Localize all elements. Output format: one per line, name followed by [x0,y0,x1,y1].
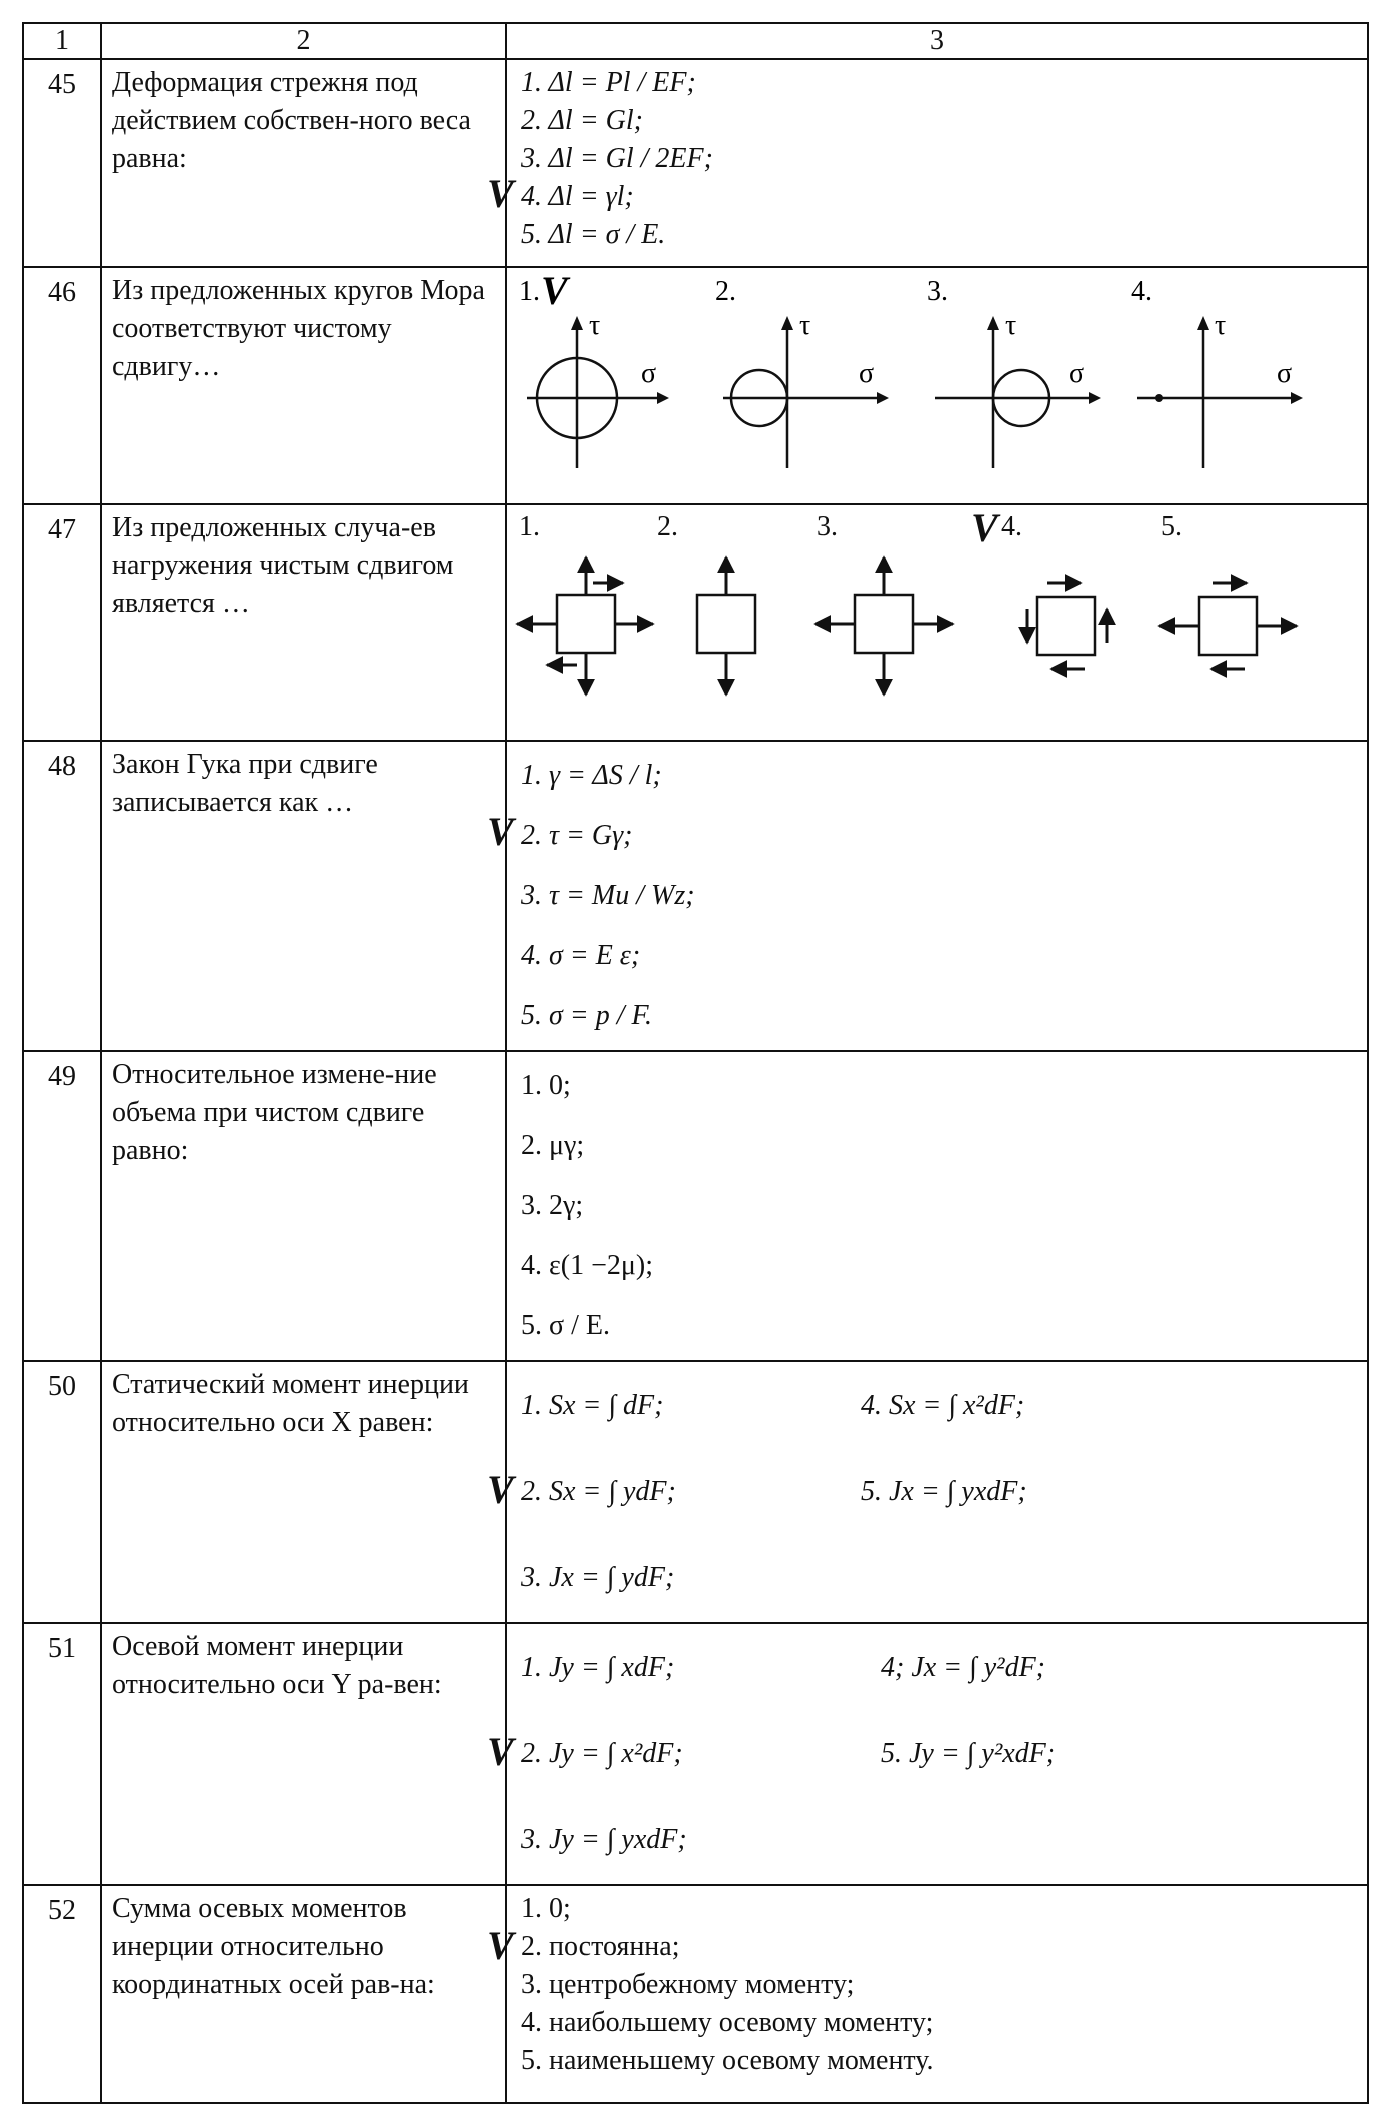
option: 4. Sx = ∫ x²dF; [861,1390,1025,1421]
option: 3. Δl = Gl / 2EF; [521,143,713,174]
options-grid [487,1366,1357,1618]
option: 5. наименьшему осевому моменту. [521,2045,934,2076]
header-row [23,23,1368,59]
header-col-1: 1 [23,23,101,59]
option: 3. Jx = ∫ ydF; [521,1562,675,1593]
question-text: Из предложенных случа-ев нагружения чистым сдвигом является … [101,504,506,741]
table-row [23,267,1368,504]
answer-options [487,741,1368,1051]
question-number: 46 [23,267,101,504]
table-row [23,1051,1368,1361]
check-mark: V [541,268,568,313]
option-label: 5. [1161,511,1182,542]
option: 2. Δl = Gl; [521,105,643,136]
option: 5. Jx = ∫ yxdF; [861,1476,1027,1507]
check-mark: V [971,505,998,550]
table-row [23,59,1368,267]
option-label: 4. [1131,276,1152,307]
option [487,1714,877,1794]
mohr-option-2 [715,276,889,468]
question-number: 48 [23,741,101,1051]
option: 4. наибольшему осевому моменту; [521,2007,934,2038]
sigma-label: σ [641,358,657,389]
option: 1. Jy = ∫ xdF; [521,1652,675,1683]
option [487,1923,1357,1968]
question-text: Осевой момент инерции относительно оси Y ра-вен: [101,1623,506,1885]
check-mark: V [487,171,514,216]
answer-options [487,59,1368,267]
question-text: Сумма осевых моментов инерции относительно координатных осей рав-на: [101,1885,506,2103]
option-text: 2. τ = Gγ; [521,820,633,851]
loading-case-5 [1159,583,1297,669]
sigma-label: σ [1277,358,1293,389]
check-mark: V [487,1467,514,1512]
question-number: 47 [23,504,101,741]
option: 1. 0; [521,1070,571,1101]
answer-options [487,1361,1368,1623]
option: 1. Δl = Pl / EF; [521,67,696,98]
loading-case-3 [815,557,953,695]
question-number: 52 [23,1885,101,2103]
sigma-label: σ [859,358,875,389]
question-number: 45 [23,59,101,267]
option-label: 4. [1001,511,1022,542]
tau-label: τ [1215,310,1227,341]
check-mark: V [487,1729,514,1774]
question-number: 51 [23,1623,101,1885]
option-label: 3. [927,276,948,307]
table-row [23,741,1368,1051]
option: 4. ε(1 −2μ); [521,1250,653,1281]
table-row [23,504,1368,741]
option-label: 3. [817,511,838,542]
option: 3. τ = Mu / Wz; [521,880,695,911]
question-number: 49 [23,1051,101,1361]
question-text: Из предложенных кругов Мора соответствуют чистому сдвигу… [101,267,506,504]
question-text: Статический момент инерции относительно оси X равен: [101,1361,506,1623]
loading-cases-figure [507,505,1365,729]
option-text: 2. Sx = ∫ ydF; [521,1476,676,1507]
table-row [23,1623,1368,1885]
option: 3. 2γ; [521,1190,584,1221]
option: 4. σ = E ε; [521,940,641,971]
option: 1. Sx = ∫ dF; [521,1390,664,1421]
option-label: 1. [519,511,540,542]
options-grid [487,1628,1357,1880]
tau-label: τ [589,310,601,341]
loading-case-4 [1027,583,1107,669]
loading-case-1 [517,557,653,695]
option: 4; Jx = ∫ y²dF; [881,1652,1045,1683]
option: 1. 0; [521,1893,571,1924]
option-text: 2. Jy = ∫ x²dF; [521,1738,683,1769]
answer-options [487,1885,1368,2103]
mohr-option-4 [1131,276,1303,468]
sigma-label: σ [1069,358,1085,389]
option: 3. центробежному моменту; [521,1969,855,2000]
check-mark: V [487,809,514,854]
header-col-3: 3 [506,23,1368,59]
header-col-2: 2 [101,23,506,59]
table-row [23,1361,1368,1623]
test-sheet [22,22,1369,2104]
question-text: Относительное измене-ние объема при чистом сдвиге равно: [101,1051,506,1361]
answer-options [506,1051,1368,1361]
option-label: 2. [657,511,678,542]
option-text: 4. Δl = γl; [521,181,634,212]
mohr-option-3 [927,276,1101,468]
mohr-option-1 [519,268,669,468]
mohr-circles-options [506,267,1368,504]
option [487,806,1357,866]
option: 2. μγ; [521,1130,585,1161]
option-text: 2. постоянна; [521,1931,680,1962]
option-label: 2. [715,276,736,307]
option: 5. σ / E. [521,1310,610,1341]
tau-label: τ [1005,310,1017,341]
mohr-circles-figure [507,268,1365,492]
table-row [23,1885,1368,2103]
loading-cases-options [506,504,1368,741]
question-text: Закон Гука при сдвиге записывается как … [101,741,506,1051]
question-number: 50 [23,1361,101,1623]
option: 1. γ = ΔS / l; [521,760,662,791]
answer-options [487,1623,1368,1885]
option: 5. Δl = σ / E. [521,219,666,250]
loading-case-2 [697,557,755,695]
option: 3. Jy = ∫ yxdF; [521,1824,687,1855]
option [487,171,1357,216]
option: 5. Jy = ∫ y²xdF; [881,1738,1056,1769]
tau-label: τ [799,310,811,341]
option-label: 1. [519,276,540,307]
question-text: Деформация стрежня под действием собствен-ного веса равна: [101,59,506,267]
check-mark: V [487,1923,514,1968]
option [487,1452,857,1532]
test-table [22,22,1369,2104]
option: 5. σ = p / F. [521,1000,652,1031]
